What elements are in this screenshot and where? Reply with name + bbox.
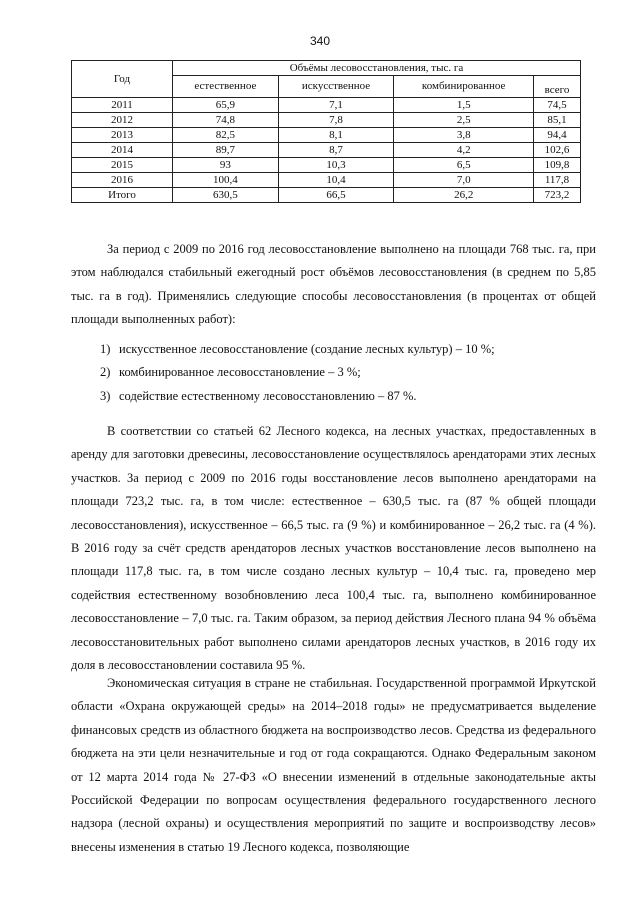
list-item — [100, 385, 590, 408]
cell-year: 2014 — [72, 143, 173, 158]
cell-total: 94,4 — [534, 128, 581, 143]
table-row — [72, 173, 581, 188]
cell-combined: 7,0 — [394, 173, 534, 188]
table-row — [72, 113, 581, 128]
cell-natural: 82,5 — [173, 128, 279, 143]
paragraph-text: За период с 2009 по 2016 год лесовосстановление выполнено на площади 768 тыс. га, при этом наблюдался стабильный ежегодный рост объёмов лесовосстановления (в среднем по 5,85 тыс. га в год). Применялись следующие способы лесовосстановления (в процентах от общей площади выполненных работ): — [71, 242, 596, 327]
methods-list — [100, 338, 590, 408]
cell-artificial: 10,4 — [278, 173, 394, 188]
cell-year: 2016 — [72, 173, 173, 188]
cell-combined: 4,2 — [394, 143, 534, 158]
cell-artificial: 7,8 — [278, 113, 394, 128]
cell-natural: 74,8 — [173, 113, 279, 128]
cell-natural: 93 — [173, 158, 279, 173]
page-number: 340 — [309, 34, 331, 48]
header-total: всего — [534, 76, 581, 98]
list-number: 1) — [100, 342, 111, 356]
cell-natural: 630,5 — [173, 188, 279, 203]
list-text: комбинированное лесовосстановление – 3 %; — [119, 365, 361, 380]
cell-artificial: 66,5 — [278, 188, 394, 203]
paragraph-economy — [71, 672, 596, 859]
paragraph-tenants — [71, 420, 596, 677]
cell-natural: 89,7 — [173, 143, 279, 158]
header-artificial: искусственное — [278, 76, 394, 98]
cell-combined: 6,5 — [394, 158, 534, 173]
cell-artificial: 8,1 — [278, 128, 394, 143]
cell-artificial: 7,1 — [278, 98, 394, 113]
cell-year: Итого — [72, 188, 173, 203]
cell-year: 2012 — [72, 113, 173, 128]
cell-natural: 100,4 — [173, 173, 279, 188]
table-row — [72, 158, 581, 173]
table-row — [72, 143, 581, 158]
paragraph-text: Экономическая ситуация в стране не стабильная. Государственной программой Иркутской области «Охрана окружающей среды» на 2014–2018 годы» не предусматривается выделение финансовых средств из областного бюджета на воспроизводство лесов. Средства из федерального бюджета на эти цели незначительные и год от года сокращаются. Однако Федеральным законом от 12 марта 2014 года № 27-ФЗ «О внесении изменений в отдельные законодательные акты Российской Федерации по вопросам осуществления федерального государственного лесного надзора (лесной охраны) и осуществления мероприятий по защите и воспроизводству лесов» внесены изменения в статью 19 Лесного кодекса, позволяющие — [71, 676, 596, 854]
list-text: искусственное лесовосстановление (создание лесных культур) – 10 %; — [119, 342, 495, 356]
cell-natural: 65,9 — [173, 98, 279, 113]
header-combined: комбинированное — [394, 76, 534, 98]
paragraph-text: В соответствии со статьей 62 Лесного кодекса, на лесных участках, предоставленных в аренду для заготовки древесины, лесовосстановление осуществлялось арендаторами этих лесных участков. За период с 2009 по 2016 годы восстановление лесов выполнено арендаторами на площади 723,2 тыс. га, в том числе: естественное – 630,5 тыс. га (87 % общей площади лесовосстановления), искусственное – 66,5 тыс. га (9 %) и комбинированное – 26,2 тыс. га (4 %). В 2016 году за счёт средств арендаторов лесных участков восстановление лесов выполнено на площади 117,8 тыс. га, в том числе создано лесных культур – 10,4 тыс. га, проведено мер содействия естественному возобновлению леса 100,4 тыс. га, выполнено комбинированное лесовосстановление – 7,0 тыс. га. Таким образом, за период действия Лесного плана 94 % объёма лесовосстановительных работ выполнено силами арендаторов лесных участков, в 2016 году их доля в лесовосстановлении составила 95 %. — [71, 424, 596, 673]
table-total-row — [72, 188, 581, 203]
cell-total: 723,2 — [534, 188, 581, 203]
table-row — [72, 98, 581, 113]
cell-year: 2011 — [72, 98, 173, 113]
cell-total: 85,1 — [534, 113, 581, 128]
list-number: 2) — [100, 365, 111, 380]
cell-artificial: 8,7 — [278, 143, 394, 158]
cell-combined: 1,5 — [394, 98, 534, 113]
cell-total: 109,8 — [534, 158, 581, 173]
table-header-row — [72, 61, 581, 76]
cell-combined: 26,2 — [394, 188, 534, 203]
list-item — [100, 361, 590, 384]
cell-year: 2013 — [72, 128, 173, 143]
list-text: содействие естественному лесовосстановлению – 87 %. — [119, 388, 417, 403]
list-item — [100, 338, 590, 361]
cell-total: 102,6 — [534, 143, 581, 158]
header-natural: естественное — [173, 76, 279, 98]
cell-artificial: 10,3 — [278, 158, 394, 173]
header-year: Год — [72, 61, 173, 98]
cell-combined: 2,5 — [394, 113, 534, 128]
table-row — [72, 128, 581, 143]
cell-total: 117,8 — [534, 173, 581, 188]
paragraph-reforestation-summary — [71, 238, 596, 332]
reforestation-table — [71, 60, 581, 203]
header-group: Объёмы лесовосстановления, тыс. га — [173, 61, 581, 76]
cell-total: 74,5 — [534, 98, 581, 113]
cell-year: 2015 — [72, 158, 173, 173]
list-number: 3) — [100, 388, 111, 403]
cell-combined: 3,8 — [394, 128, 534, 143]
